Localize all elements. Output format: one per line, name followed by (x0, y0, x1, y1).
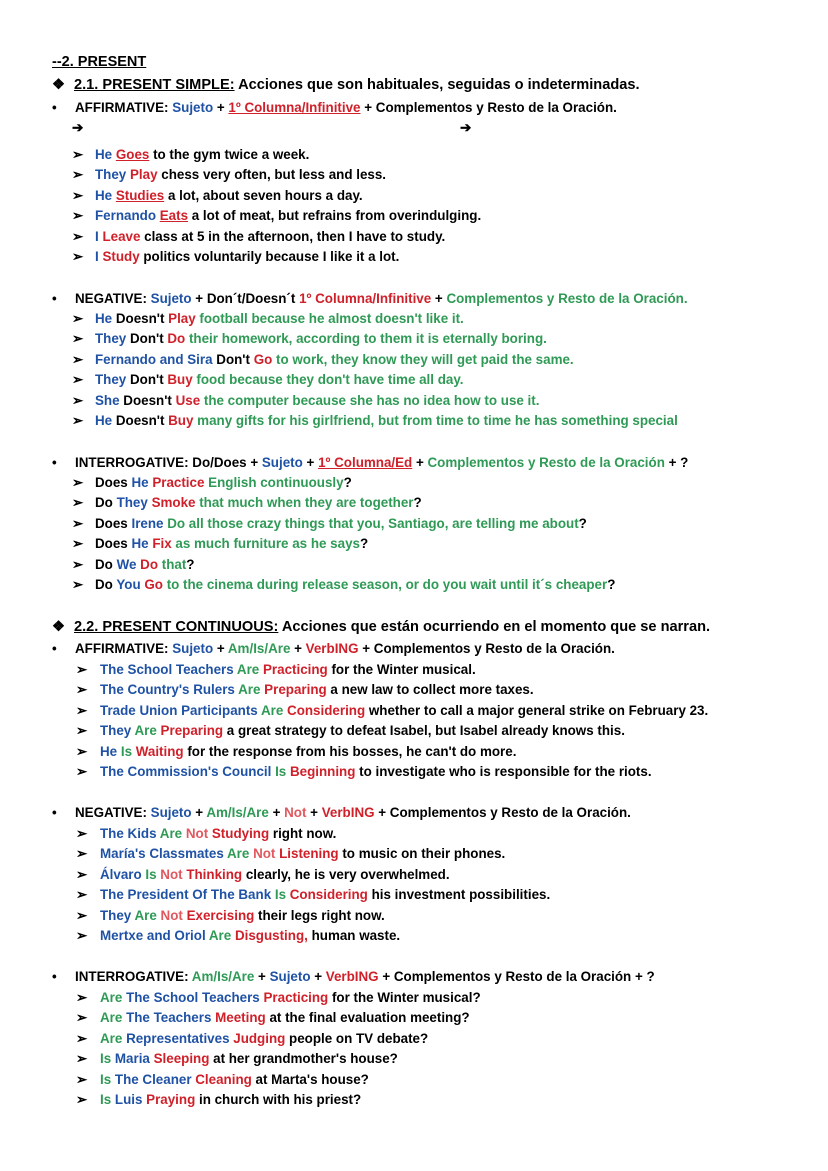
example-item (76, 702, 708, 720)
arrowhead-bullet-icon: ➢ (76, 1030, 88, 1046)
arrowhead-bullet-icon: ➢ (72, 515, 84, 531)
text-run: ? (359, 536, 369, 552)
example-item (76, 661, 476, 679)
example-item (76, 722, 625, 740)
arrowhead-bullet-icon: ➢ (76, 846, 88, 862)
text-run: Preparing (264, 682, 327, 698)
text-run: Do (95, 556, 117, 572)
text-run: 1º Columna/Infinitive (228, 100, 361, 115)
text-run: Are (134, 723, 161, 739)
text-run: his investment possibilities. (367, 887, 551, 903)
text-run: NEGATIVE: (75, 805, 151, 820)
text-run: for the Winter musical? (328, 990, 481, 1005)
text-run: Does (95, 475, 132, 490)
text-run: Are (260, 702, 288, 718)
text-run: Buy (167, 372, 193, 388)
text-run: Sleeping (153, 1051, 210, 1067)
text-run: 1º Columna/Infinitive (299, 291, 432, 306)
arrowhead-bullet-icon: ➢ (76, 887, 88, 903)
arrowhead-bullet-icon: ➢ (72, 187, 84, 203)
round-bullet-icon: • (52, 455, 57, 470)
text-run: Irene (131, 515, 168, 531)
text-run: Considering (289, 887, 368, 903)
text-run: + (191, 805, 207, 820)
example-item (76, 825, 336, 843)
text-run: ? (343, 475, 352, 490)
text-run: Buy (168, 413, 194, 428)
text-run: Not (160, 866, 187, 882)
text-run: The Commission's Council (100, 764, 276, 779)
diamond-bullet-icon: ❖ (52, 77, 66, 93)
rule-continuous-affirmative (52, 640, 615, 658)
text-run: He (100, 743, 121, 759)
example-item (72, 248, 399, 266)
arrowhead-bullet-icon: ➢ (76, 702, 88, 718)
heading-desc: Acciones que son habituales, seguidas o indeterminadas. (234, 77, 640, 93)
text-run: ? (413, 495, 422, 511)
round-bullet-icon: • (52, 641, 57, 656)
text-run: politics voluntarily because I like it a lot. (139, 249, 400, 264)
rule-simple-negative (52, 290, 688, 308)
text-run: that much when they are together (195, 495, 414, 511)
text-run: at the final evaluation meeting? (265, 1010, 470, 1026)
text-run: Sujeto (261, 455, 303, 470)
text-run: Sujeto (172, 100, 214, 115)
example-item (72, 207, 481, 225)
text-run: INTERROGATIVE: (75, 969, 192, 984)
heading-desc: Acciones que están ocurriendo en el momento que se narran. (278, 619, 711, 635)
note-third-person (72, 119, 94, 137)
text-run: to the gym twice a week. (149, 147, 310, 162)
example-item (72, 412, 678, 430)
text-run: Preparing (160, 723, 224, 739)
text-run: Beginning (289, 764, 356, 779)
text-run: VerbING (321, 805, 375, 820)
rule-continuous-negative (52, 804, 631, 822)
text-run: football because he almost doesn't like it. (195, 311, 464, 326)
text-run: The Country's Rulers (100, 682, 239, 698)
arrowhead-bullet-icon: ➢ (72, 208, 84, 224)
text-run: Listening (279, 846, 339, 862)
text-run: Am/Is/Are (191, 969, 255, 984)
text-run: Are (208, 928, 235, 943)
arrowhead-bullet-icon: ➢ (72, 475, 84, 490)
text-run: 1º Columna/Ed (318, 455, 413, 470)
text-run: Doesn't (123, 392, 176, 408)
section-title: --2. PRESENT (52, 54, 147, 70)
text-run: Practice (152, 475, 205, 490)
text-run: food because they don't have time all day. (192, 372, 464, 388)
text-run: You (116, 577, 145, 592)
example-item (76, 1071, 369, 1089)
text-run: + (213, 100, 229, 115)
arrowhead-bullet-icon: ➢ (76, 1071, 88, 1087)
text-run: Studying (211, 826, 270, 841)
text-run: Do (167, 331, 186, 347)
text-run: Use (175, 392, 201, 408)
text-run: that (158, 556, 187, 572)
text-run: Is (100, 1071, 115, 1087)
text-run: at her grandmother's house? (209, 1051, 398, 1067)
text-run: Smoke (151, 495, 196, 511)
example-item (72, 535, 368, 553)
text-run: Not (160, 907, 187, 923)
text-run: + (302, 455, 319, 470)
text-run: Álvaro (100, 866, 146, 882)
text-run: + (431, 291, 447, 306)
text-run: + (412, 455, 428, 470)
text-run: + (310, 969, 326, 984)
text-run: Play (168, 311, 196, 326)
text-run: as much furniture as he says (171, 536, 360, 552)
text-run: The School Teachers (126, 990, 264, 1005)
text-run: Are (100, 1010, 127, 1026)
arrowhead-bullet-icon: ➢ (76, 1092, 88, 1107)
round-bullet-icon: • (52, 100, 57, 115)
text-run: Does (95, 515, 132, 531)
example-item (76, 886, 550, 904)
arrowhead-bullet-icon: ➢ (76, 764, 88, 779)
right-arrow-icon: ➔ (72, 120, 84, 135)
text-run: a new law to collect more taxes. (326, 682, 534, 698)
text-run: Trade Union Participants (100, 702, 261, 718)
text-run: AFFIRMATIVE: (75, 100, 173, 115)
text-run: + Complementos y Resto de la Oración. (358, 641, 615, 656)
text-run: Meeting (215, 1010, 266, 1026)
text-run: + (268, 805, 285, 820)
text-run: whether to call a major general strike on February 23. (365, 702, 709, 718)
arrowhead-bullet-icon: ➢ (76, 682, 88, 698)
text-run: Study (102, 249, 140, 264)
example-item (72, 351, 574, 369)
text-run: many gifts for his girlfriend, but from time to time he has something special (193, 413, 678, 428)
arrowhead-bullet-icon: ➢ (72, 331, 84, 347)
arrowhead-bullet-icon: ➢ (76, 866, 88, 882)
text-run: people on TV debate? (285, 1030, 429, 1046)
example-item (72, 515, 587, 533)
example-item (72, 187, 363, 205)
text-run: Do (95, 577, 117, 592)
text-run: + Complementos y Resto de la Oración. (374, 805, 631, 820)
arrowhead-bullet-icon: ➢ (72, 311, 84, 326)
text-run: Play (129, 167, 158, 183)
text-run: in church with his priest? (195, 1092, 362, 1107)
round-bullet-icon: • (52, 805, 57, 820)
text-run: Is (120, 743, 136, 759)
arrowhead-bullet-icon: ➢ (76, 723, 88, 739)
text-run: I (95, 228, 103, 244)
example-item (72, 146, 309, 164)
arrowhead-bullet-icon: ➢ (72, 249, 84, 264)
text-run: to music on their phones. (338, 846, 506, 862)
arrowhead-bullet-icon: ➢ (76, 907, 88, 923)
text-run: Do all those crazy things that you, Santiago, are telling me about (167, 515, 579, 531)
arrowhead-bullet-icon: ➢ (76, 826, 88, 841)
text-run: Praying (146, 1092, 196, 1107)
text-run: to investigate who is responsible for the riots. (355, 764, 652, 779)
text-run: Disgusting, (234, 928, 308, 943)
arrowhead-bullet-icon: ➢ (72, 372, 84, 388)
arrowhead-bullet-icon: ➢ (72, 577, 84, 592)
round-bullet-icon: • (52, 291, 57, 306)
text-run: Do (140, 556, 159, 572)
text-run: Waiting (135, 743, 184, 759)
text-run: Cleaning (195, 1071, 252, 1087)
example-item (76, 1009, 470, 1027)
arrowhead-bullet-icon: ➢ (76, 662, 88, 677)
text-run: the computer because she has no idea how to use it. (200, 392, 540, 408)
text-run: Don't (129, 372, 168, 388)
text-run: for the response from his bosses, he can't do more. (183, 743, 517, 759)
example-item (72, 310, 464, 328)
text-run: Luis (114, 1092, 147, 1107)
text-run: for the Winter musical. (327, 662, 476, 677)
text-run: Am/Is/Are (206, 805, 269, 820)
text-run: Doesn't (115, 311, 169, 326)
text-run: Not (185, 826, 212, 841)
example-item (76, 907, 385, 925)
text-run: + (254, 969, 270, 984)
text-run: I (95, 249, 103, 264)
text-run: Is (274, 887, 290, 903)
text-run: Exercising (186, 907, 255, 923)
text-run: Doesn't (115, 413, 169, 428)
arrowhead-bullet-icon: ➢ (76, 743, 88, 759)
text-run: Complementos y Resto de la Oración. (446, 291, 688, 306)
example-item (72, 474, 352, 492)
arrowhead-bullet-icon: ➢ (72, 228, 84, 244)
example-item (76, 1030, 428, 1048)
text-run: to work, they know they will get paid the same. (272, 351, 574, 367)
note-other-persons (460, 119, 490, 137)
text-run: Do (95, 495, 117, 511)
text-run: to the cinema during release season, or do you wait until it´s cheaper (162, 577, 608, 592)
text-run: Fernando and Sira (95, 351, 217, 367)
text-run: their homework, according to them it is eternally boring. (185, 331, 547, 347)
text-run: Considering (287, 702, 366, 718)
arrowhead-bullet-icon: ➢ (76, 1051, 88, 1067)
text-run: + Don´t/Doesn´t (191, 291, 300, 306)
example-item (76, 681, 534, 699)
text-run: They (95, 372, 130, 388)
text-run: a great strategy to defeat Isabel, but Isabel already knows this. (223, 723, 625, 739)
text-run: ? (578, 515, 587, 531)
diamond-bullet-icon: ❖ (52, 619, 66, 635)
example-item (72, 228, 445, 246)
text-run: We (116, 556, 141, 572)
text-run: Are (238, 682, 265, 698)
example-item (72, 371, 464, 389)
text-run: Eats (159, 208, 189, 224)
text-run: + ? (664, 455, 689, 470)
text-run: INTERROGATIVE: Do/Does + (75, 455, 262, 470)
text-run: He (95, 413, 116, 428)
text-run: NEGATIVE: (75, 291, 151, 306)
text-run: The Cleaner (114, 1071, 196, 1087)
text-run: He (131, 475, 153, 490)
text-run: AFFIRMATIVE: (75, 641, 173, 656)
text-run: He (131, 536, 153, 552)
example-item (72, 392, 539, 410)
text-run: The Kids (100, 826, 160, 841)
text-run: VerbING (305, 641, 359, 656)
text-run: Complementos y Resto de la Oración (427, 455, 665, 470)
text-run: Practicing (263, 990, 329, 1005)
text-run: Are (134, 907, 161, 923)
text-run: Is (100, 1051, 115, 1067)
text-run: Goes (115, 147, 150, 162)
text-run: She (95, 392, 124, 408)
text-run: He (95, 187, 116, 203)
text-run: + (213, 641, 228, 656)
text-run: Is (275, 764, 290, 779)
example-item (76, 1050, 398, 1068)
text-run: They (95, 331, 130, 347)
text-run: Fernando (95, 208, 160, 224)
arrowhead-bullet-icon: ➢ (72, 147, 84, 162)
text-run: The Teachers (126, 1010, 216, 1026)
text-run: Is (145, 866, 161, 882)
example-item (72, 166, 386, 184)
rule-simple-affirmative (52, 99, 617, 117)
text-run: VerbING (325, 969, 379, 984)
text-run: ? (607, 577, 616, 592)
text-run: their legs right now. (254, 907, 385, 923)
example-item (72, 330, 547, 348)
text-run: Go (253, 351, 273, 367)
heading-present-simple (52, 76, 640, 94)
text-run: He (95, 147, 116, 162)
text-run: + Complementos y Resto de la Oración + ? (378, 969, 655, 984)
text-run: at Marta's house? (251, 1071, 369, 1087)
arrowhead-bullet-icon: ➢ (72, 351, 84, 367)
text-run: Sujeto (150, 291, 192, 306)
text-run: Leave (102, 228, 141, 244)
text-run: Thinking (186, 866, 243, 882)
arrowhead-bullet-icon: ➢ (72, 556, 84, 572)
arrowhead-bullet-icon: ➢ (76, 990, 88, 1005)
text-run: + (290, 641, 306, 656)
text-run: Fix (152, 536, 172, 552)
arrowhead-bullet-icon: ➢ (72, 167, 84, 183)
text-run: Sujeto (150, 805, 192, 820)
text-run: Does (95, 536, 132, 552)
text-run: Not (284, 805, 307, 820)
text-run: Are (159, 826, 186, 841)
arrowhead-bullet-icon: ➢ (72, 495, 84, 511)
text-run: Representatives (126, 1030, 234, 1046)
heading-title: 2.2. PRESENT CONTINUOUS: (74, 619, 279, 635)
text-run: Go (144, 577, 163, 592)
example-item (72, 494, 422, 512)
text-run: The School Teachers (100, 662, 237, 677)
example-item (76, 763, 652, 781)
text-run: Judging (233, 1030, 286, 1046)
text-run: Am/Is/Are (227, 641, 291, 656)
text-run: The President Of The Bank (100, 887, 275, 903)
example-item (72, 576, 615, 594)
text-run: Mertxe and Oriol (100, 928, 209, 943)
text-run: chess very often, but less and less. (157, 167, 387, 183)
example-item (76, 989, 481, 1007)
example-item (72, 556, 194, 574)
text-run: ? (186, 556, 195, 572)
arrowhead-bullet-icon: ➢ (76, 928, 88, 943)
heading-present-continuous (52, 618, 710, 636)
text-run: Don't (129, 331, 168, 347)
text-run: human waste. (307, 928, 401, 943)
arrowhead-bullet-icon: ➢ (76, 1010, 88, 1026)
text-run: clearly, he is very overwhelmed. (242, 866, 450, 882)
example-item (76, 743, 516, 761)
text-run: a lot of meat, but refrains from overindulging. (188, 208, 482, 224)
text-run: Are (227, 846, 254, 862)
example-item (76, 845, 505, 863)
text-run: Practicing (262, 662, 328, 677)
text-run: Sujeto (269, 969, 311, 984)
rule-continuous-interrogative (52, 968, 655, 986)
arrowhead-bullet-icon: ➢ (72, 392, 84, 408)
text-run: Not (253, 846, 280, 862)
text-run: They (116, 495, 152, 511)
text-run: Is (100, 1092, 115, 1107)
text-run: He (95, 311, 116, 326)
example-item (76, 927, 400, 945)
text-run: a lot, about seven hours a day. (164, 187, 363, 203)
text-run: They (100, 907, 135, 923)
text-run: Sujeto (172, 641, 214, 656)
right-arrow-icon: ➔ (460, 120, 472, 135)
text-run: They (100, 723, 135, 739)
text-run: right now. (269, 826, 337, 841)
text-run: Are (100, 990, 127, 1005)
text-run: + Complementos y Resto de la Oración. (360, 100, 617, 115)
text-run: María's Classmates (100, 846, 227, 862)
text-run: Maria (114, 1051, 154, 1067)
text-run: class at 5 in the afternoon, then I have to study. (140, 228, 446, 244)
text-run: They (95, 167, 130, 183)
text-run: Don't (216, 351, 254, 367)
text-run: + (306, 805, 322, 820)
round-bullet-icon: • (52, 969, 57, 984)
text-run: Are (100, 1030, 127, 1046)
text-run: English continuously (204, 475, 344, 490)
heading-title: 2.1. PRESENT SIMPLE: (74, 77, 235, 93)
text-run: Are (236, 662, 263, 677)
example-item (76, 866, 450, 884)
arrowhead-bullet-icon: ➢ (72, 536, 84, 552)
example-item (76, 1091, 361, 1109)
text-run: Studies (115, 187, 165, 203)
rule-simple-interrogative (52, 454, 688, 472)
arrowhead-bullet-icon: ➢ (72, 413, 84, 428)
